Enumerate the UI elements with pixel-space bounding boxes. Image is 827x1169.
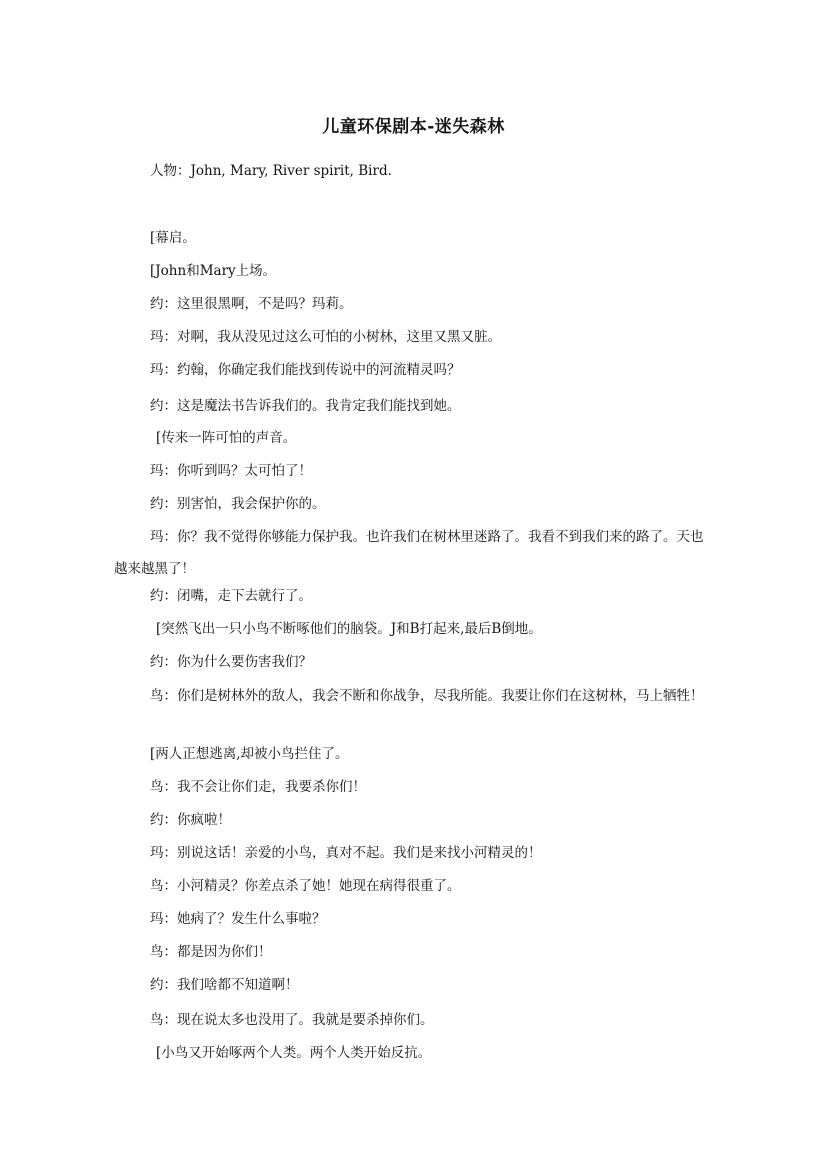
- script-line: 约：我们啥都不知道啊！: [150, 977, 299, 993]
- script-line: 玛：对啊，我从没见过这么可怕的小树林，这里又黑又脏。: [150, 329, 501, 345]
- script-line: [幕启。: [150, 230, 196, 246]
- script-paragraph: 鸟：你们是树林外的敌人，我会不断和你战争，尽我所能。我要让你们在这树林，马上牺牲！: [150, 688, 704, 704]
- stage-direction: [传来一阵可怕的声音。: [156, 430, 297, 446]
- script-line: 约：别害怕，我会保护你的。: [150, 496, 326, 512]
- characters-line: 人物：John, Mary, River spirit, Bird.: [150, 163, 392, 179]
- script-line: 鸟：都是因为你们！: [150, 944, 272, 960]
- script-paragraph: 玛：你？我不觉得你够能力保护我。也许我们在树林里迷路了。我看不到我们来的路了。天也越来越黑了！: [114, 529, 704, 577]
- script-line: 玛：她病了？发生什么事啦？: [150, 911, 326, 927]
- script-line: 鸟：我不会让你们走，我要杀你们！: [150, 779, 366, 795]
- stage-direction: [小鸟又开始啄两个人类。两个人类开始反抗。: [156, 1045, 432, 1061]
- script-line: 鸟：小河精灵？你差点杀了她！她现在病得很重了。: [150, 878, 461, 894]
- script-line: 玛：你听到吗？太可怕了！: [150, 463, 312, 479]
- script-line: 鸟：现在说太多也没用了。我就是要杀掉你们。: [150, 1012, 434, 1028]
- stage-direction: [突然飞出一只小鸟不断啄他们的脑袋。J和B打起来,最后B倒地。: [156, 621, 542, 637]
- script-line: 约：闭嘴，走下去就行了。: [150, 588, 312, 604]
- script-line: 玛：约翰，你确定我们能找到传说中的河流精灵吗？: [150, 362, 461, 378]
- script-line: 玛：别说这话！亲爱的小鸟，真对不起。我们是来找小河精灵的！: [150, 845, 542, 861]
- script-line: [John和Mary上场。: [150, 263, 277, 279]
- stage-direction: [两人正想逃离,却被小鸟拦住了。: [150, 746, 349, 762]
- script-line: 约：这里很黑啊，不是吗？玛莉。: [150, 296, 353, 312]
- script-line: 约：你为什么要伤害我们？: [150, 654, 312, 670]
- page-title: 儿童环保剧本-迷失森林: [322, 117, 505, 137]
- script-line: 约：这是魔法书告诉我们的。我肯定我们能找到她。: [150, 398, 461, 414]
- script-line: 约：你疯啦！: [150, 812, 231, 828]
